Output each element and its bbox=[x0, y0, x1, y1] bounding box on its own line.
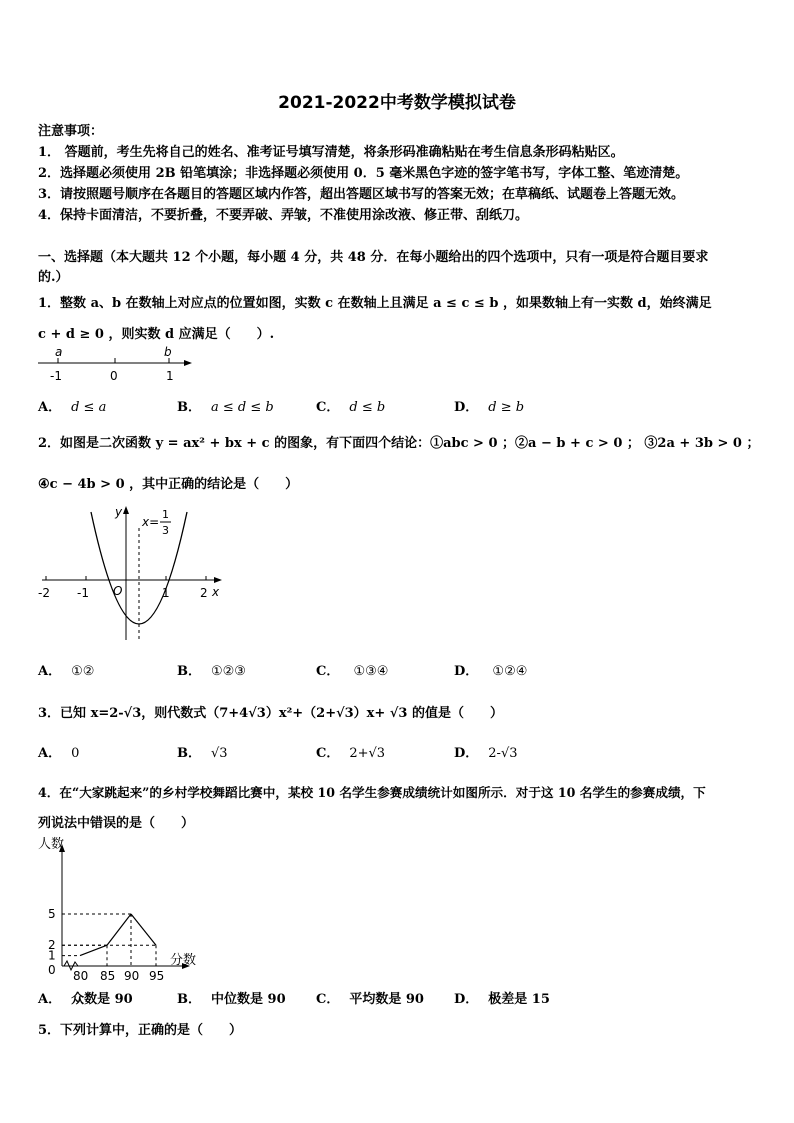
q1-stem-line2: c + d ≥ 0 ，则实数 d 应满足（ ）. bbox=[38, 327, 275, 342]
y-tick-label: 2 bbox=[48, 938, 56, 953]
option-text: ①② bbox=[71, 664, 95, 679]
q2-option-a[interactable] bbox=[38, 660, 94, 679]
q2-stem-line1: 2．如图是二次函数 y = ax² + bx + c 的图象，有下面四个结论：①abc > 0 ；②a − b + c > 0 ； ③2a + 3b > 0 ； bbox=[38, 436, 760, 451]
tick-label-1: 1 bbox=[166, 369, 174, 383]
tick-label-2: 2 bbox=[200, 586, 208, 600]
x-tick-label: 90 bbox=[124, 969, 140, 983]
q3-option-a[interactable] bbox=[38, 742, 79, 761]
q4-stem-line1: 4．在“大家跳起来”的乡村学校舞蹈比赛中，某校 10 名学生参赛成绩统计如图所示．对于这 10 名学生的参赛成绩，下 bbox=[38, 785, 706, 800]
y-tick-label: 5 bbox=[48, 907, 56, 921]
option-text: 0 bbox=[71, 746, 80, 761]
option-text: ①②④ bbox=[488, 664, 528, 679]
tick-label-neg1: -1 bbox=[50, 369, 62, 383]
option-letter: C． bbox=[316, 746, 340, 761]
option-text: √3 bbox=[211, 746, 228, 761]
option-text: d ≤ b bbox=[349, 400, 386, 415]
q4-option-a[interactable] bbox=[38, 988, 133, 1007]
option-letter: C． bbox=[316, 664, 340, 679]
x-tick-label: 95 bbox=[149, 969, 165, 983]
option-text: ①③④ bbox=[349, 664, 389, 679]
option-letter: C． bbox=[316, 400, 340, 415]
symmetry-numerator: 1 bbox=[162, 508, 169, 521]
option-text: 极差是 15 bbox=[488, 992, 550, 1007]
option-letter: B． bbox=[177, 746, 201, 761]
option-letter: D． bbox=[454, 664, 479, 679]
option-letter: A． bbox=[38, 664, 62, 679]
option-letter: B． bbox=[177, 992, 201, 1007]
symmetry-denominator: 3 bbox=[162, 524, 169, 537]
q4-option-b[interactable] bbox=[177, 988, 286, 1007]
option-letter: A． bbox=[38, 992, 62, 1007]
q1-stem-line1: 1．整数 a、b 在数轴上对应点的位置如图，实数 c 在数轴上且满足 a ≤ c ≤ b ，如果数轴上有一实数 d，始终满足 bbox=[38, 296, 712, 311]
option-text: a ≤ d ≤ b bbox=[211, 400, 274, 415]
q1-option-a[interactable] bbox=[38, 396, 106, 415]
x-tick-label: 85 bbox=[100, 969, 116, 983]
origin-label: O bbox=[113, 584, 123, 598]
series-segment bbox=[107, 914, 131, 945]
origin-label: 0 bbox=[48, 963, 56, 977]
q2-parabola-graph bbox=[34, 500, 234, 646]
page-title: 2021-2022中考数学模拟试卷 bbox=[278, 93, 516, 113]
option-letter: A． bbox=[38, 400, 62, 415]
point-label-a: a bbox=[55, 345, 63, 359]
series-segment bbox=[80, 945, 107, 955]
q3-option-b[interactable] bbox=[177, 742, 228, 761]
q2-option-c[interactable] bbox=[316, 660, 388, 679]
y-axis-label: y bbox=[115, 505, 123, 519]
q2-option-d[interactable] bbox=[454, 660, 527, 679]
option-text: d ≥ b bbox=[488, 400, 525, 415]
tick-label-neg2: -2 bbox=[38, 586, 50, 600]
q5-stem: 5．下列计算中，正确的是（ ） bbox=[38, 1023, 243, 1038]
q4-stem-line2: 列说法中错误的是（ ） bbox=[38, 816, 195, 831]
symmetry-label: x= bbox=[142, 515, 160, 529]
q3-stem: 3．已知 x=2-√3，则代数式（7+4√3）x²+（2+√3）x+ √3 的值是（ ） bbox=[38, 706, 503, 721]
point-label-b: b bbox=[164, 345, 172, 359]
notice-item-1: 1． 答题前，考生先将自己的姓名、准考证号填写清楚，将条形码准确粘贴在考生信息条形码粘贴区。 bbox=[38, 145, 624, 160]
option-letter: D． bbox=[454, 992, 479, 1007]
q4-line-chart bbox=[34, 834, 224, 984]
option-text: 2+√3 bbox=[349, 746, 386, 761]
q2-option-b[interactable] bbox=[177, 660, 246, 679]
option-letter: D． bbox=[454, 746, 479, 761]
option-letter: B． bbox=[177, 664, 201, 679]
option-text: 众数是 90 bbox=[71, 992, 133, 1007]
notice-heading: 注意事项： bbox=[38, 124, 104, 139]
x-tick-label: 80 bbox=[73, 969, 89, 983]
y-axis-title: 人数 bbox=[38, 837, 65, 852]
x-axis-label: x bbox=[212, 585, 220, 599]
q1-option-c[interactable] bbox=[316, 396, 385, 415]
q3-option-c[interactable] bbox=[316, 742, 385, 761]
option-letter: B． bbox=[177, 400, 201, 415]
q2-stem-line2: ④c − 4b > 0 ，其中正确的结论是（ ） bbox=[38, 477, 299, 492]
option-text: 中位数是 90 bbox=[211, 992, 286, 1007]
x-axis-title: 分数 bbox=[170, 953, 197, 968]
option-text: 平均数是 90 bbox=[349, 992, 424, 1007]
q1-option-d[interactable] bbox=[454, 396, 524, 415]
tick-label-0: 0 bbox=[110, 369, 118, 383]
section-heading-line2: 的.） bbox=[38, 270, 69, 285]
q4-option-c[interactable] bbox=[316, 988, 424, 1007]
q4-option-d[interactable] bbox=[454, 988, 550, 1007]
notice-item-2: 2．选择题必须使用 2B 铅笔填涂；非选择题必须使用 0．5 毫米黑色字迹的签字笔书写，字体工整、笔迹清楚。 bbox=[38, 166, 689, 181]
option-text: d ≤ a bbox=[71, 400, 107, 415]
option-letter: C． bbox=[316, 992, 340, 1007]
q3-option-d[interactable] bbox=[454, 742, 518, 761]
option-letter: A． bbox=[38, 746, 62, 761]
q1-number-line bbox=[36, 344, 196, 384]
option-letter: D． bbox=[454, 400, 479, 415]
series-segment bbox=[131, 914, 156, 945]
q1-option-b[interactable] bbox=[177, 396, 274, 415]
option-text: ①②③ bbox=[211, 664, 246, 679]
y-tick-label: 1 bbox=[48, 948, 56, 963]
notice-item-4: 4．保持卡面清洁，不要折叠，不要弄破、弄皱，不准使用涂改液、修正带、刮纸刀。 bbox=[38, 208, 529, 223]
section-heading-line1: 一、选择题（本大题共 12 个小题，每小题 4 分，共 48 分．在每小题给出的四个选项中，只有一项是符合题目要求 bbox=[38, 250, 709, 265]
notice-item-3: 3．请按照题号顺序在各题目的答题区域内作答，超出答题区域书写的答案无效；在草稿纸、试题卷上答题无效。 bbox=[38, 187, 685, 202]
option-text: 2-√3 bbox=[488, 746, 518, 761]
tick-label-neg1: -1 bbox=[77, 586, 89, 600]
tick-label-1: 1 bbox=[162, 586, 170, 600]
